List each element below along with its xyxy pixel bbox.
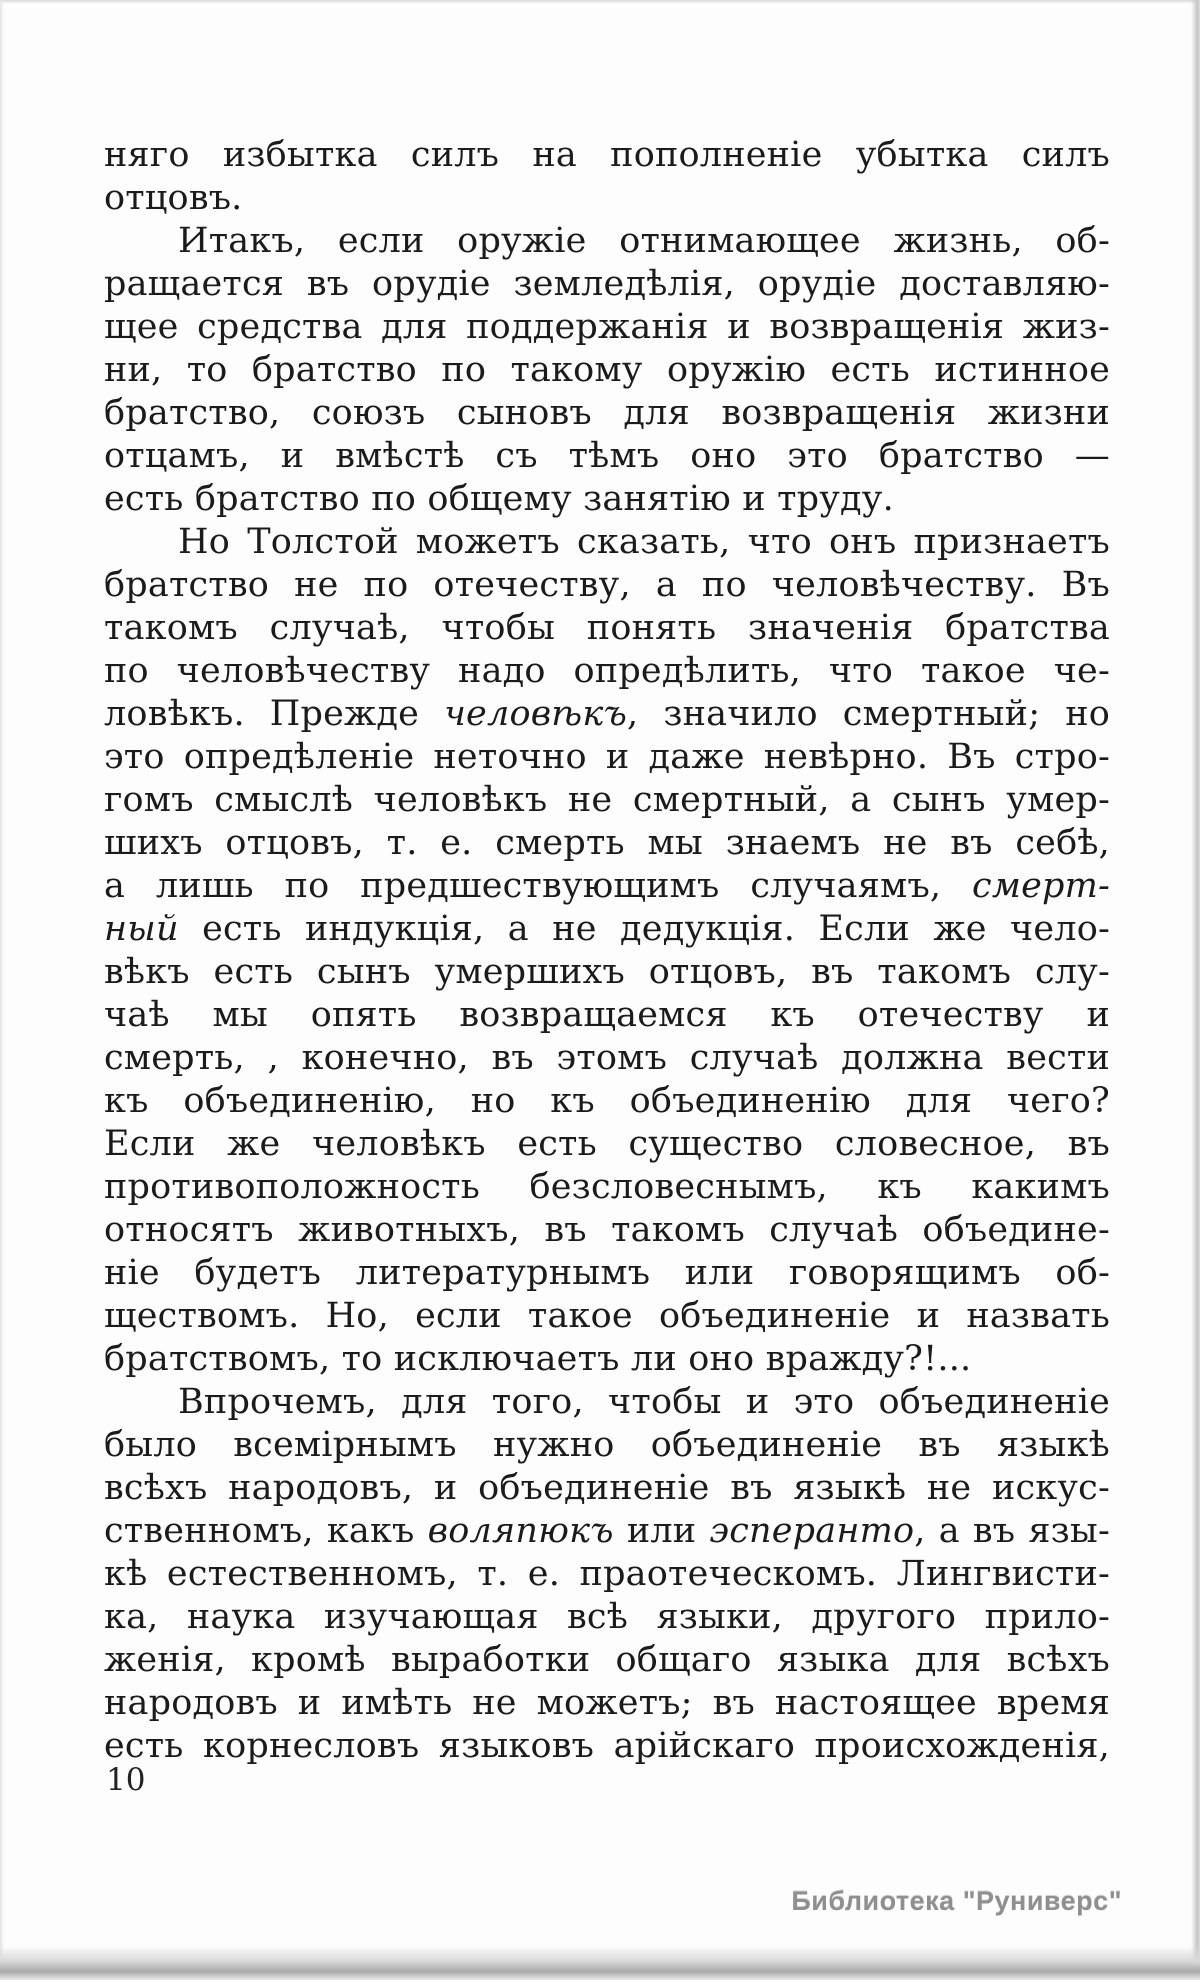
page-number: 10 — [106, 1762, 146, 1798]
text-line: ный есть индукція, а не дедукція. Если же чело- — [104, 909, 1110, 949]
text-line: Итакъ, если оружіе отнимающее жизнь, об- — [178, 221, 1110, 261]
text-line: ращается въ орудіе земледѣлія, орудіе доставляю- — [104, 264, 1110, 304]
text-line: братство, союзъ сыновъ для возвращенія жизни — [104, 393, 1110, 433]
text-line: чаѣ мы опять возвращаемся къ отечеству и — [104, 995, 1110, 1035]
text-line: смерть, , конечно, въ этомъ случаѣ должна вести — [104, 1038, 1110, 1078]
text-line: къ объединенію, но къ объединенію для чего? — [104, 1081, 1110, 1121]
page-edge-right — [1191, 0, 1200, 1980]
text-line: щее средства для поддержанія и возвращенія жиз- — [104, 307, 1110, 347]
text-line: всѣхъ народовъ, и объединеніе въ языкѣ не искус- — [104, 1468, 1110, 1508]
text-line: было всемірнымъ нужно объединеніе въ языкѣ — [104, 1425, 1110, 1465]
paragraph — [104, 134, 1110, 220]
text-line: отцамъ, и вмѣстѣ съ тѣмъ оно это братство — — [104, 436, 1110, 476]
text-line: вѣкъ есть сынъ умершихъ отцовъ, въ такомъ слу- — [104, 952, 1110, 992]
paragraph — [104, 521, 1110, 1381]
paragraph — [104, 1381, 1110, 1768]
text-line: няго избытка силъ на пополненіе убытка силъ — [104, 135, 1110, 175]
text-line: ніе будетъ литературнымъ или говорящимъ об- — [104, 1253, 1110, 1293]
watermark: Библиотека "Руниверс" — [791, 1886, 1122, 1916]
text-block — [104, 134, 1110, 1768]
text-line: относятъ животныхъ, въ такомъ случаѣ объедине- — [104, 1210, 1110, 1250]
text-line: женія, кромѣ выработки общаго языка для всѣхъ — [104, 1640, 1110, 1680]
text-line: кѣ естественномъ, т. е. праотеческомъ. Лингвисти- — [104, 1554, 1110, 1594]
page-edge-bottom — [0, 1946, 1200, 1980]
text-line: ка, наука изучающая всѣ языки, другого прило- — [104, 1597, 1110, 1637]
text-line: ни, то братство по такому оружію есть истинное — [104, 350, 1110, 390]
text-line: а лишь по предшествующимъ случаямъ, смерт- — [104, 866, 1110, 906]
text-line: ственномъ, какъ воляпюкъ или эсперанто, а въ язы- — [104, 1511, 1110, 1551]
text-line: Но Толстой можетъ сказать, что онъ признаетъ — [178, 522, 1110, 562]
text-line: есть братство по общему занятію и труду. — [104, 479, 894, 519]
text-line: ловѣкъ. Прежде человѣкъ, значило смертный; но — [104, 694, 1110, 734]
text-line: Если же человѣкъ есть существо словесное, въ — [104, 1124, 1110, 1164]
text-line: противоположность безсловеснымъ, къ какимъ — [104, 1167, 1110, 1207]
text-line: есть корнесловъ языковъ арійскаго происхожденія, — [104, 1726, 1110, 1766]
text-line: Впрочемъ, для того, чтобы и это объединеніе — [178, 1382, 1110, 1422]
text-line: братствомъ, то исключаетъ ли оно вражду?!... — [104, 1339, 972, 1379]
page-edge-top — [0, 0, 1200, 4]
text-line: ществомъ. Но, если такое объединеніе и назвать — [104, 1296, 1110, 1336]
text-line: это опредѣленіе неточно и даже невѣрно. Въ стро- — [104, 737, 1110, 777]
text-line: по человѣчеству надо опредѣлить, что такое че- — [104, 651, 1110, 691]
page-edge-left — [0, 0, 4, 1980]
text-line: отцовъ. — [104, 178, 243, 218]
paragraph — [104, 220, 1110, 521]
text-line: братство не по отечеству, а по человѣчеству. Въ — [104, 565, 1110, 605]
text-line: шихъ отцовъ, т. е. смерть мы знаемъ не въ себѣ, — [104, 823, 1110, 863]
text-line: народовъ и имѣть не можетъ; въ настоящее время — [104, 1683, 1110, 1723]
text-line: гомъ смыслѣ человѣкъ не смертный, а сынъ умер- — [104, 780, 1110, 820]
text-line: такомъ случаѣ, чтобы понять значенія братства — [104, 608, 1110, 648]
